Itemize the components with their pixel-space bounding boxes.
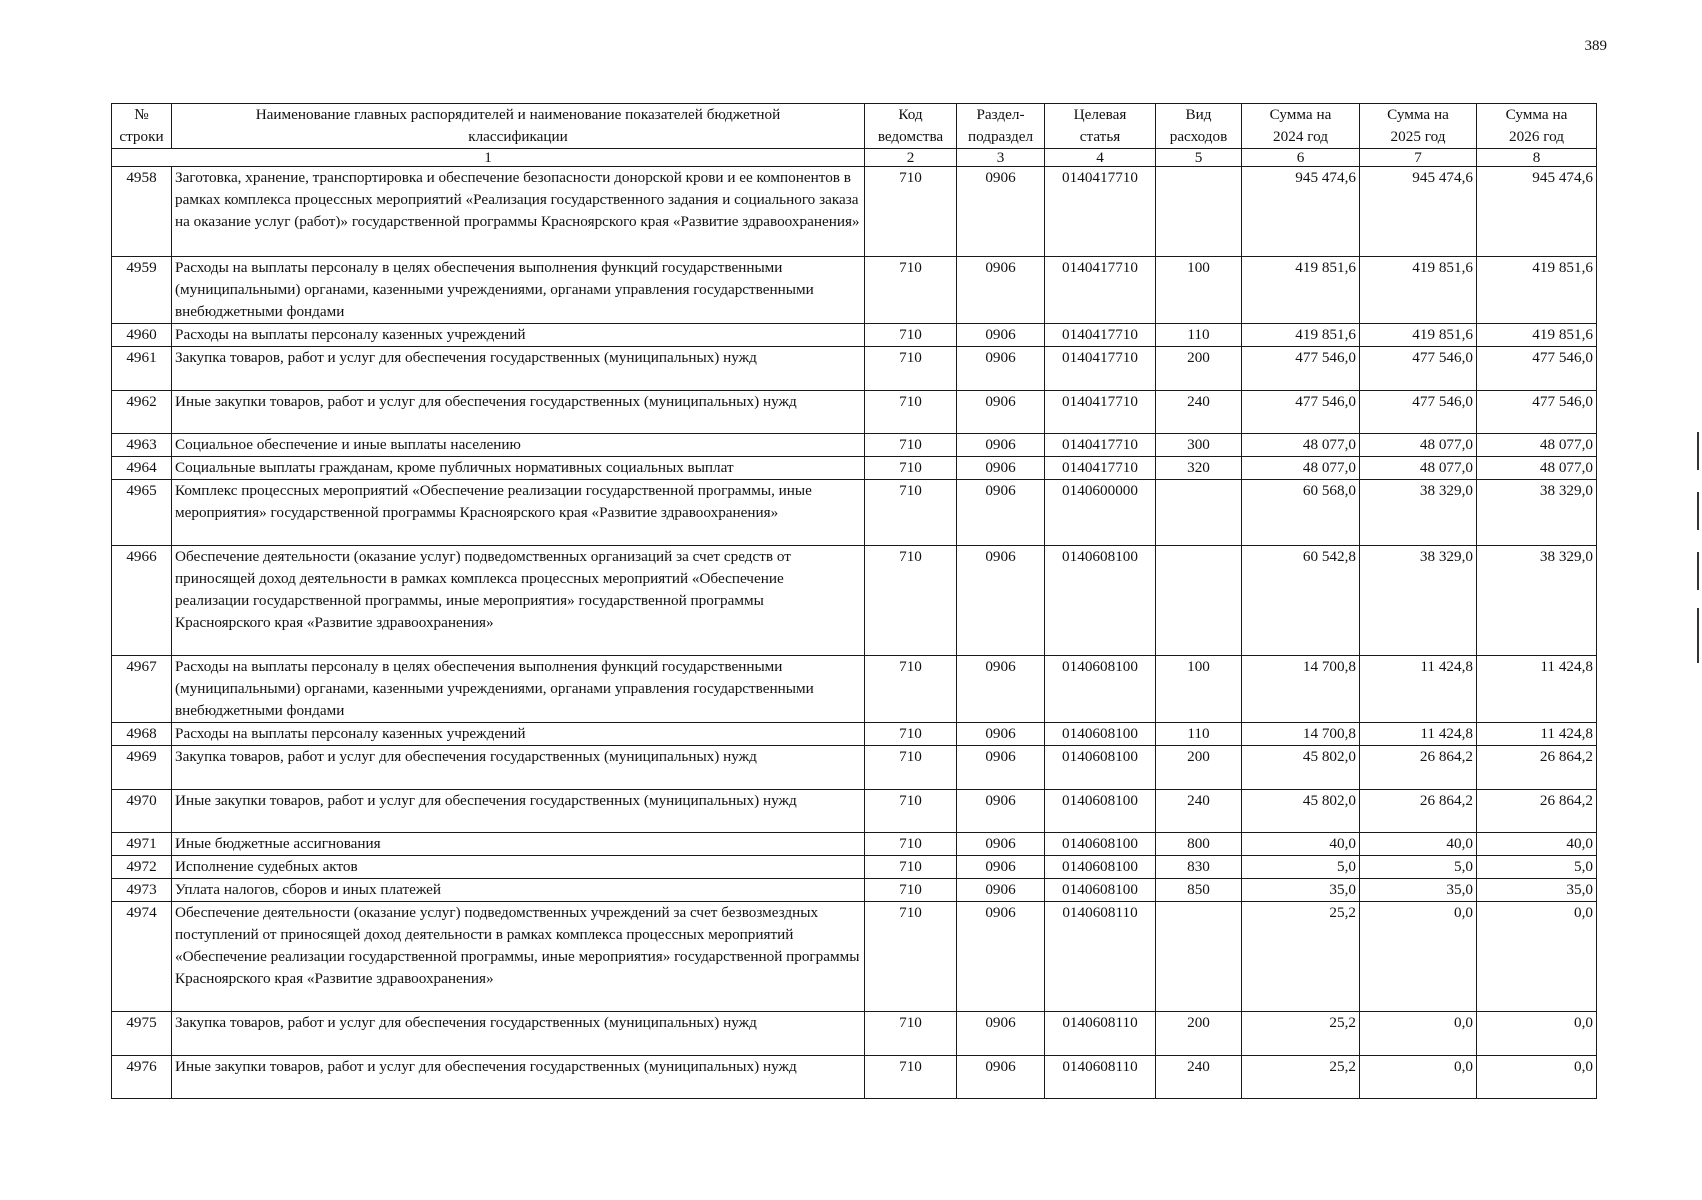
column-number-row	[112, 149, 1597, 167]
row-name: Расходы на выплаты персоналу в целях обеспечения выполнения функций государственными (муниципальными) органами, казенными учреждениями, органами управления государственными внебюджетными фондами	[172, 656, 865, 723]
row-name: Иные закупки товаров, работ и услуг для обеспечения государственных (муниципальных) нужд	[172, 790, 865, 833]
department-code: 710	[865, 546, 957, 656]
target-article: 0140608110	[1045, 1056, 1156, 1099]
expense-type: 300	[1156, 434, 1242, 457]
sum-2024: 35,0	[1242, 879, 1360, 902]
header-department-code: Код ведомства	[865, 104, 957, 149]
sum-2026: 477 546,0	[1477, 391, 1597, 434]
table-row	[112, 167, 1597, 257]
target-article: 0140417710	[1045, 324, 1156, 347]
section-code: 0906	[957, 1012, 1045, 1056]
department-code: 710	[865, 391, 957, 434]
header-row	[112, 104, 1597, 149]
row-name: Расходы на выплаты персоналу казенных учреждений	[172, 324, 865, 347]
row-name: Расходы на выплаты персоналу казенных учреждений	[172, 723, 865, 746]
target-article: 0140608100	[1045, 790, 1156, 833]
header-name: Наименование главных распорядителей и наименование показателей бюджетной классификации	[172, 104, 865, 149]
sum-2026: 38 329,0	[1477, 546, 1597, 656]
row-name: Социальные выплаты гражданам, кроме публичных нормативных социальных выплат	[172, 457, 865, 480]
scan-edge-mark	[1697, 432, 1699, 470]
row-number: 4961	[112, 347, 172, 391]
sum-2025: 35,0	[1360, 879, 1477, 902]
target-article: 0140608100	[1045, 879, 1156, 902]
row-name: Закупка товаров, работ и услуг для обеспечения государственных (муниципальных) нужд	[172, 1012, 865, 1056]
target-article: 0140608100	[1045, 656, 1156, 723]
expense-type: 850	[1156, 879, 1242, 902]
table-row	[112, 856, 1597, 879]
column-number: 5	[1156, 149, 1242, 167]
row-name: Обеспечение деятельности (оказание услуг) подведомственных организаций за счет средств от приносящей доход деятельности в рамках комплекса процессных мероприятий «Обеспечение реализации государственной программы, иные мероприятия» государственной программы Красноярского края «Развитие здравоохранения»	[172, 546, 865, 656]
expense-type: 200	[1156, 347, 1242, 391]
department-code: 710	[865, 723, 957, 746]
row-name: Закупка товаров, работ и услуг для обеспечения государственных (муниципальных) нужд	[172, 347, 865, 391]
table-row	[112, 391, 1597, 434]
table-row	[112, 1012, 1597, 1056]
target-article: 0140608100	[1045, 746, 1156, 790]
sum-2025: 419 851,6	[1360, 324, 1477, 347]
section-code: 0906	[957, 434, 1045, 457]
department-code: 710	[865, 790, 957, 833]
sum-2026: 0,0	[1477, 1056, 1597, 1099]
page-number: 389	[1584, 38, 1607, 54]
target-article: 0140608100	[1045, 723, 1156, 746]
sum-2025: 38 329,0	[1360, 480, 1477, 546]
section-code: 0906	[957, 879, 1045, 902]
column-number: 1	[112, 149, 865, 167]
table-row	[112, 879, 1597, 902]
sum-2026: 26 864,2	[1477, 790, 1597, 833]
header-section: Раздел- подраздел	[957, 104, 1045, 149]
section-code: 0906	[957, 790, 1045, 833]
row-name: Социальное обеспечение и иные выплаты населению	[172, 434, 865, 457]
target-article: 0140608110	[1045, 1012, 1156, 1056]
expense-type: 200	[1156, 1012, 1242, 1056]
sum-2025: 38 329,0	[1360, 546, 1477, 656]
row-name: Исполнение судебных актов	[172, 856, 865, 879]
row-number: 4959	[112, 257, 172, 324]
expense-type	[1156, 546, 1242, 656]
sum-2025: 11 424,8	[1360, 723, 1477, 746]
row-name: Заготовка, хранение, транспортировка и обеспечение безопасности донорской крови и ее компонентов в рамках комплекса процессных мероприятий «Реализация государственного задания и социального заказа на оказание услуг (работ)» государственной программы Красноярского края «Развитие здравоохранения»	[172, 167, 865, 257]
target-article: 0140417710	[1045, 457, 1156, 480]
expense-type: 100	[1156, 656, 1242, 723]
expense-type: 100	[1156, 257, 1242, 324]
sum-2024: 48 077,0	[1242, 457, 1360, 480]
sum-2025: 26 864,2	[1360, 790, 1477, 833]
target-article: 0140417710	[1045, 167, 1156, 257]
table-row	[112, 457, 1597, 480]
department-code: 710	[865, 1056, 957, 1099]
department-code: 710	[865, 902, 957, 1012]
sum-2024: 60 568,0	[1242, 480, 1360, 546]
column-number: 2	[865, 149, 957, 167]
sum-2024: 25,2	[1242, 1012, 1360, 1056]
sum-2024: 5,0	[1242, 856, 1360, 879]
row-number: 4962	[112, 391, 172, 434]
section-code: 0906	[957, 457, 1045, 480]
department-code: 710	[865, 856, 957, 879]
row-number: 4971	[112, 833, 172, 856]
table-body	[112, 167, 1597, 1099]
table-row	[112, 746, 1597, 790]
sum-2026: 40,0	[1477, 833, 1597, 856]
table-row	[112, 902, 1597, 1012]
sum-2026: 419 851,6	[1477, 324, 1597, 347]
section-code: 0906	[957, 167, 1045, 257]
header-sum-2026: Сумма на 2026 год	[1477, 104, 1597, 149]
sum-2025: 419 851,6	[1360, 257, 1477, 324]
section-code: 0906	[957, 902, 1045, 1012]
department-code: 710	[865, 879, 957, 902]
budget-table	[111, 103, 1597, 1099]
section-code: 0906	[957, 324, 1045, 347]
column-number: 6	[1242, 149, 1360, 167]
column-number: 7	[1360, 149, 1477, 167]
header-row-number: № строки	[112, 104, 172, 149]
department-code: 710	[865, 434, 957, 457]
target-article: 0140417710	[1045, 434, 1156, 457]
section-code: 0906	[957, 723, 1045, 746]
scan-edge-mark	[1697, 492, 1699, 530]
department-code: 710	[865, 480, 957, 546]
sum-2025: 5,0	[1360, 856, 1477, 879]
row-name: Расходы на выплаты персоналу в целях обеспечения выполнения функций государственными (муниципальными) органами, казенными учреждениями, органами управления государственными внебюджетными фондами	[172, 257, 865, 324]
row-name: Закупка товаров, работ и услуг для обеспечения государственных (муниципальных) нужд	[172, 746, 865, 790]
sum-2026: 26 864,2	[1477, 746, 1597, 790]
section-code: 0906	[957, 257, 1045, 324]
sum-2025: 0,0	[1360, 1056, 1477, 1099]
department-code: 710	[865, 324, 957, 347]
header-target-article: Целевая статья	[1045, 104, 1156, 149]
expense-type: 240	[1156, 391, 1242, 434]
table-row	[112, 257, 1597, 324]
row-number: 4966	[112, 546, 172, 656]
sum-2025: 11 424,8	[1360, 656, 1477, 723]
row-number: 4973	[112, 879, 172, 902]
table-row	[112, 347, 1597, 391]
department-code: 710	[865, 167, 957, 257]
sum-2026: 11 424,8	[1477, 723, 1597, 746]
table-row	[112, 790, 1597, 833]
expense-type	[1156, 902, 1242, 1012]
sum-2025: 26 864,2	[1360, 746, 1477, 790]
section-code: 0906	[957, 391, 1045, 434]
department-code: 710	[865, 1012, 957, 1056]
sum-2026: 48 077,0	[1477, 457, 1597, 480]
sum-2024: 25,2	[1242, 902, 1360, 1012]
table-row	[112, 833, 1597, 856]
sum-2026: 35,0	[1477, 879, 1597, 902]
sum-2026: 0,0	[1477, 902, 1597, 1012]
sum-2025: 48 077,0	[1360, 434, 1477, 457]
target-article: 0140417710	[1045, 347, 1156, 391]
sum-2024: 477 546,0	[1242, 347, 1360, 391]
sum-2024: 14 700,8	[1242, 656, 1360, 723]
column-number: 3	[957, 149, 1045, 167]
department-code: 710	[865, 746, 957, 790]
column-number: 4	[1045, 149, 1156, 167]
department-code: 710	[865, 457, 957, 480]
department-code: 710	[865, 347, 957, 391]
sum-2026: 0,0	[1477, 1012, 1597, 1056]
sum-2024: 48 077,0	[1242, 434, 1360, 457]
sum-2024: 477 546,0	[1242, 391, 1360, 434]
expense-type	[1156, 167, 1242, 257]
sum-2025: 477 546,0	[1360, 391, 1477, 434]
expense-type: 240	[1156, 790, 1242, 833]
sum-2024: 419 851,6	[1242, 257, 1360, 324]
section-code: 0906	[957, 656, 1045, 723]
table-row	[112, 723, 1597, 746]
row-number: 4976	[112, 1056, 172, 1099]
target-article: 0140600000	[1045, 480, 1156, 546]
department-code: 710	[865, 833, 957, 856]
sum-2024: 45 802,0	[1242, 790, 1360, 833]
table-row	[112, 656, 1597, 723]
header-sum-2024: Сумма на 2024 год	[1242, 104, 1360, 149]
sum-2026: 477 546,0	[1477, 347, 1597, 391]
target-article: 0140608110	[1045, 902, 1156, 1012]
expense-type	[1156, 480, 1242, 546]
row-number: 4970	[112, 790, 172, 833]
table-row	[112, 1056, 1597, 1099]
target-article: 0140608100	[1045, 546, 1156, 656]
sum-2026: 38 329,0	[1477, 480, 1597, 546]
header-expense-type: Вид расходов	[1156, 104, 1242, 149]
sum-2025: 477 546,0	[1360, 347, 1477, 391]
sum-2025: 0,0	[1360, 902, 1477, 1012]
section-code: 0906	[957, 856, 1045, 879]
row-number: 4969	[112, 746, 172, 790]
row-number: 4967	[112, 656, 172, 723]
section-code: 0906	[957, 1056, 1045, 1099]
sum-2025: 48 077,0	[1360, 457, 1477, 480]
section-code: 0906	[957, 347, 1045, 391]
row-number: 4965	[112, 480, 172, 546]
row-name: Уплата налогов, сборов и иных платежей	[172, 879, 865, 902]
department-code: 710	[865, 656, 957, 723]
row-number: 4974	[112, 902, 172, 1012]
sum-2026: 419 851,6	[1477, 257, 1597, 324]
table-row	[112, 546, 1597, 656]
section-code: 0906	[957, 746, 1045, 790]
sum-2024: 45 802,0	[1242, 746, 1360, 790]
expense-type: 830	[1156, 856, 1242, 879]
sum-2025: 945 474,6	[1360, 167, 1477, 257]
target-article: 0140417710	[1045, 257, 1156, 324]
sum-2024: 14 700,8	[1242, 723, 1360, 746]
row-name: Иные бюджетные ассигнования	[172, 833, 865, 856]
row-number: 4972	[112, 856, 172, 879]
target-article: 0140608100	[1045, 833, 1156, 856]
sum-2024: 60 542,8	[1242, 546, 1360, 656]
row-name: Иные закупки товаров, работ и услуг для обеспечения государственных (муниципальных) нужд	[172, 1056, 865, 1099]
row-number: 4960	[112, 324, 172, 347]
row-number: 4975	[112, 1012, 172, 1056]
sum-2026: 11 424,8	[1477, 656, 1597, 723]
header-sum-2025: Сумма на 2025 год	[1360, 104, 1477, 149]
row-number: 4958	[112, 167, 172, 257]
table-row	[112, 480, 1597, 546]
scan-edge-mark	[1697, 552, 1699, 590]
row-name: Комплекс процессных мероприятий «Обеспечение реализации государственной программы, иные мероприятия» государственной программы Красноярского края «Развитие здравоохранения»	[172, 480, 865, 546]
row-name: Обеспечение деятельности (оказание услуг) подведомственных учреждений за счет безвозмездных поступлений от приносящей доход деятельности в рамках комплекса процессных мероприятий «Обеспечение реализации государственной программы, иные мероприятия» государственной программы Красноярского края «Развитие здравоохранения»	[172, 902, 865, 1012]
sum-2025: 0,0	[1360, 1012, 1477, 1056]
expense-type: 110	[1156, 324, 1242, 347]
expense-type: 320	[1156, 457, 1242, 480]
section-code: 0906	[957, 546, 1045, 656]
expense-type: 110	[1156, 723, 1242, 746]
expense-type: 800	[1156, 833, 1242, 856]
row-number: 4963	[112, 434, 172, 457]
sum-2024: 945 474,6	[1242, 167, 1360, 257]
sum-2026: 48 077,0	[1477, 434, 1597, 457]
sum-2024: 25,2	[1242, 1056, 1360, 1099]
sum-2026: 5,0	[1477, 856, 1597, 879]
sum-2024: 40,0	[1242, 833, 1360, 856]
sum-2025: 40,0	[1360, 833, 1477, 856]
target-article: 0140417710	[1045, 391, 1156, 434]
row-name: Иные закупки товаров, работ и услуг для обеспечения государственных (муниципальных) нужд	[172, 391, 865, 434]
expense-type: 200	[1156, 746, 1242, 790]
table-row	[112, 324, 1597, 347]
target-article: 0140608100	[1045, 856, 1156, 879]
row-number: 4968	[112, 723, 172, 746]
section-code: 0906	[957, 480, 1045, 546]
column-number: 8	[1477, 149, 1597, 167]
expense-type: 240	[1156, 1056, 1242, 1099]
sum-2026: 945 474,6	[1477, 167, 1597, 257]
row-number: 4964	[112, 457, 172, 480]
department-code: 710	[865, 257, 957, 324]
table-row	[112, 434, 1597, 457]
section-code: 0906	[957, 833, 1045, 856]
scan-edge-mark	[1697, 608, 1699, 663]
sum-2024: 419 851,6	[1242, 324, 1360, 347]
